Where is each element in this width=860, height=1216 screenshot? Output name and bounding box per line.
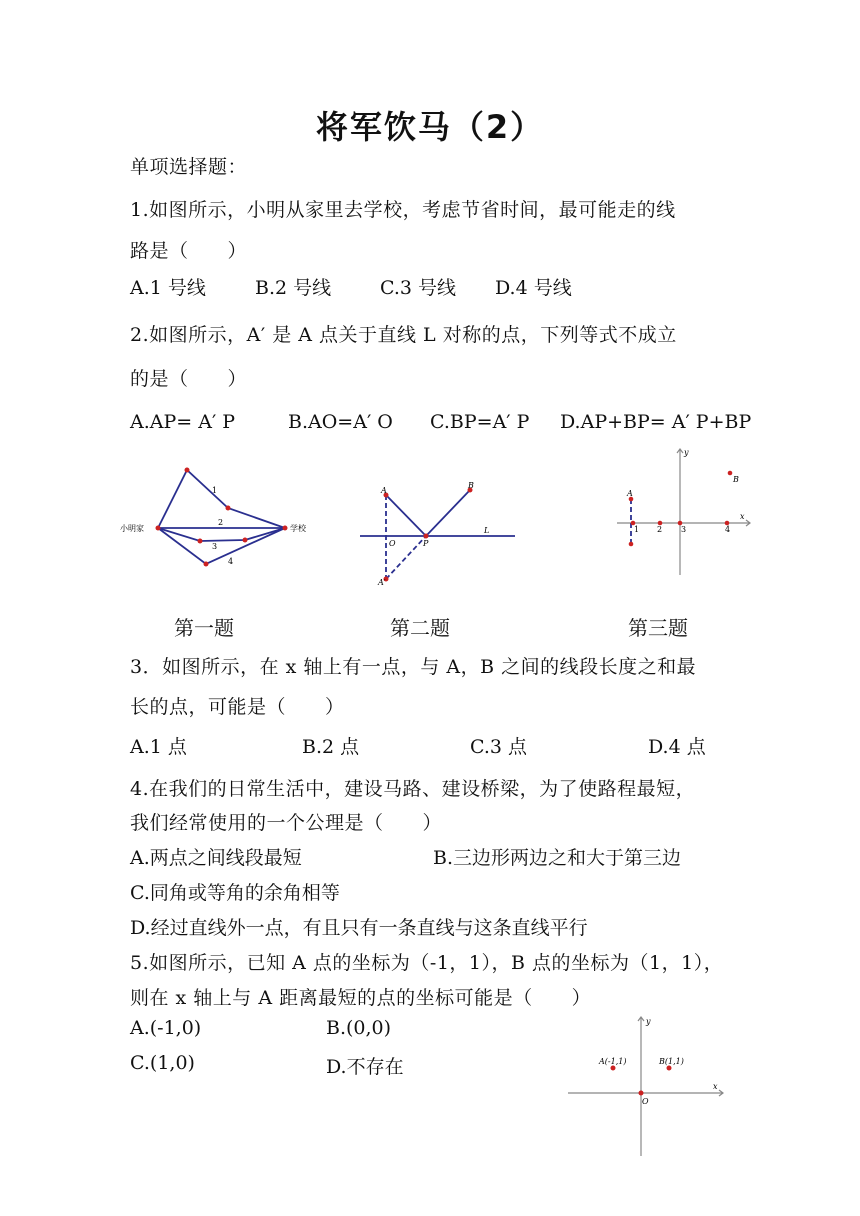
q2-option-a: A.AP= A′ P: [130, 411, 236, 433]
q1-option-b: B.2 号线: [255, 277, 332, 299]
fig1-route-3-label: 3: [212, 542, 218, 551]
fig5-label-a: A(-1,1): [599, 1057, 627, 1066]
fig3-tick-2: 2: [657, 525, 663, 534]
fig3-tick-1: 1: [634, 525, 640, 534]
fig5-label-b: B(1,1): [659, 1057, 684, 1066]
q5-text-line2: 则在 x 轴上与 A 距离最短的点的坐标可能是（ ）: [130, 987, 592, 1009]
q5-option-d: D.不存在: [326, 1056, 404, 1078]
fig2-label-a: A: [381, 486, 387, 495]
q4-text-line1: 4.在我们的日常生活中，建设马路、建设桥梁，为了使路程最短，: [130, 778, 696, 800]
fig3-tick-4: 4: [725, 525, 731, 534]
fig5-label-o: O: [642, 1097, 649, 1106]
figure-5-coordinates: [565, 1014, 730, 1159]
q2-option-d: D.AP+BP= A′ P+BP: [560, 411, 752, 433]
q5-option-c: C.(1,0): [130, 1052, 195, 1074]
q2-option-b: B.AO=A′ O: [288, 411, 393, 433]
fig1-route-2-label: 2: [218, 518, 224, 527]
q5-option-b: B.(0,0): [326, 1017, 392, 1039]
fig3-label-y: y: [684, 448, 689, 457]
q4-option-c: C.同角或等角的余角相等: [130, 882, 340, 904]
fig3-tick-3: 3: [681, 525, 687, 534]
q3-option-b: B.2 点: [302, 736, 360, 758]
fig2-label-p: P: [423, 539, 429, 548]
fig3-label-x: x: [740, 512, 745, 521]
q5-option-a: A.(-1,0): [130, 1017, 202, 1039]
fig5-label-y: y: [646, 1017, 651, 1026]
q1-text-line2: 路是（ ）: [130, 240, 248, 262]
q2-text-line2: 的是（ ）: [130, 368, 248, 390]
q1-option-d: D.4 号线: [495, 277, 572, 299]
figure-2-reflection: [360, 475, 520, 590]
q5-text-line1: 5.如图所示，已知 A 点的坐标为（-1，1），B 点的坐标为（1，1），: [130, 952, 724, 974]
caption-figure-1: 第一题: [174, 616, 234, 640]
fig2-label-l: L: [484, 526, 490, 535]
fig2-label-a-prime: A′: [378, 578, 386, 587]
q3-option-a: A.1 点: [130, 736, 187, 758]
q4-text-line2: 我们经常使用的一个公理是（ ）: [130, 812, 443, 834]
fig1-route-1-label: 1: [212, 486, 218, 495]
q1-option-a: A.1 号线: [130, 277, 206, 299]
section-heading: 单项选择题：: [130, 156, 248, 178]
q4-option-d: D.经过直线外一点，有且只有一条直线与这条直线平行: [130, 917, 588, 939]
caption-figure-3: 第三题: [628, 616, 688, 640]
fig1-start-label: 小明家: [120, 524, 144, 533]
q2-text-line1: 2.如图所示，A′ 是 A 点关于直线 L 对称的点，下列等式不成立: [130, 324, 677, 346]
figure-1-routes: [110, 460, 330, 590]
fig1-route-4-label: 4: [228, 557, 234, 566]
fig1-end-label: 学校: [290, 524, 306, 533]
fig3-label-b: B: [733, 475, 739, 484]
q1-option-c: C.3 号线: [380, 277, 457, 299]
q3-text-line1: 3．如图所示，在 x 轴上有一点，与 A，B 之间的线段长度之和最: [130, 656, 697, 678]
q4-option-a: A.两点之间线段最短: [130, 847, 302, 869]
q1-text-line1: 1.如图所示，小明从家里去学校，考虑节省时间，最可能走的线: [130, 199, 676, 221]
q4-option-b: B.三边形两边之和大于第三边: [433, 847, 682, 869]
fig2-label-b: B: [468, 481, 474, 490]
q3-option-d: D.4 点: [648, 736, 706, 758]
caption-figure-2: 第二题: [390, 616, 450, 640]
q3-option-c: C.3 点: [470, 736, 528, 758]
fig5-label-x: x: [713, 1082, 718, 1091]
page-title: 将军饮马（2）: [315, 108, 545, 146]
fig3-label-a: A: [627, 489, 633, 498]
q3-text-line2: 长的点，可能是（ ）: [130, 696, 345, 718]
figure-3-coordinates: [612, 446, 757, 581]
fig2-label-o: O: [389, 539, 396, 548]
q2-option-c: C.BP=A′ P: [430, 411, 530, 433]
